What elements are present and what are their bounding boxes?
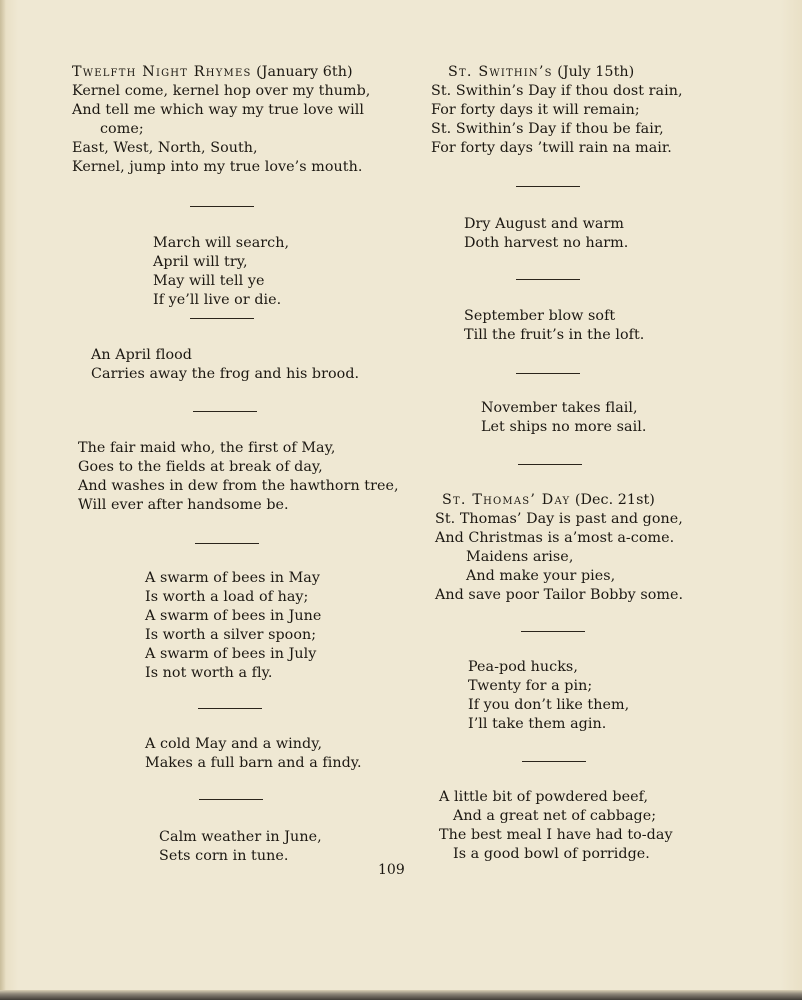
verse-line: St. Thomas’ Day is past and gone, bbox=[435, 511, 683, 527]
verse-line: May will tell ye bbox=[153, 273, 265, 289]
verse-line: March will search, bbox=[153, 235, 290, 251]
verse-line: Pea-pod hucks, bbox=[468, 659, 578, 675]
verse-line: And tell me which way my true love will bbox=[72, 102, 364, 118]
verse-line: For forty days ’twill rain na mair. bbox=[431, 140, 672, 156]
verse-line: Makes a full barn and a findy. bbox=[145, 755, 362, 771]
verse-line: Is a good bowl of porridge. bbox=[453, 846, 650, 862]
verse-line: Goes to the fields at break of day, bbox=[78, 459, 323, 475]
section-divider bbox=[518, 464, 582, 465]
verse-line: And a great net of cabbage; bbox=[453, 808, 657, 824]
verse-line: East, West, North, South, bbox=[72, 140, 258, 156]
verse-line: April will try, bbox=[153, 254, 248, 270]
verse-line: Kernel, jump into my true love’s mouth. bbox=[72, 159, 363, 175]
verse-line: Is worth a silver spoon; bbox=[145, 627, 317, 643]
verse-line: Calm weather in June, bbox=[159, 829, 322, 845]
verse-line: A little bit of powdered beef, bbox=[439, 789, 649, 805]
section-divider bbox=[199, 799, 263, 800]
verse-line: If you don’t like them, bbox=[468, 697, 630, 713]
verse-line: And make your pies, bbox=[466, 568, 616, 584]
page-number: 109 bbox=[378, 862, 405, 878]
page-bottom-edge bbox=[0, 990, 802, 1000]
verse-line: Is worth a load of hay; bbox=[145, 589, 309, 605]
section-divider bbox=[516, 186, 580, 187]
section-divider bbox=[190, 206, 254, 207]
verse-line: If ye’ll live or die. bbox=[153, 292, 282, 308]
verse-line: Let ships no more sail. bbox=[481, 419, 647, 435]
verse-line: And save poor Tailor Bobby some. bbox=[435, 587, 684, 603]
verse-line: The best meal I have had to-day bbox=[439, 827, 673, 843]
verse-line: come; bbox=[100, 121, 144, 137]
st-thomas-title-date: (Dec. 21st) bbox=[570, 492, 655, 508]
st-thomas-title bbox=[442, 491, 655, 510]
st-swithin-title bbox=[448, 63, 634, 82]
verse-line: I’ll take them agin. bbox=[468, 716, 607, 732]
section-divider bbox=[193, 411, 257, 412]
section-divider bbox=[198, 708, 262, 709]
verse-line: The fair maid who, the first of May, bbox=[78, 440, 336, 456]
verse-line: Sets corn in tune. bbox=[159, 848, 289, 864]
verse-line: Maidens arise, bbox=[466, 549, 574, 565]
section-divider bbox=[516, 373, 580, 374]
section-divider bbox=[521, 631, 585, 632]
section-divider bbox=[195, 543, 259, 544]
st-swithin-title-date: (July 15th) bbox=[552, 64, 635, 80]
verse-line: And Christmas is a’most a-come. bbox=[435, 530, 675, 546]
verse-line: And washes in dew from the hawthorn tree, bbox=[78, 478, 399, 494]
verse-line: Doth harvest no harm. bbox=[464, 235, 629, 251]
twelfth-night-title bbox=[72, 63, 353, 82]
verse-line: September blow soft bbox=[464, 308, 616, 324]
verse-line: St. Swithin’s Day if thou be fair, bbox=[431, 121, 664, 137]
verse-line: An April flood bbox=[91, 347, 193, 363]
verse-line: For forty days it will remain; bbox=[431, 102, 640, 118]
verse-line: A swarm of bees in July bbox=[145, 646, 317, 662]
page-edge-shadow bbox=[0, 0, 6, 1000]
st-thomas-title-sc: St. Thomas’ Day bbox=[442, 492, 571, 508]
verse-line: A cold May and a windy, bbox=[145, 736, 323, 752]
twelfth-night-title-date: (January 6th) bbox=[251, 64, 353, 80]
verse-line: A swarm of bees in May bbox=[145, 570, 320, 586]
verse-line: A swarm of bees in June bbox=[145, 608, 322, 624]
verse-line: Carries away the frog and his brood. bbox=[91, 366, 360, 382]
verse-line: Dry August and warm bbox=[464, 216, 624, 232]
section-divider bbox=[190, 318, 254, 319]
verse-line: Twenty for a pin; bbox=[468, 678, 593, 694]
section-divider bbox=[522, 761, 586, 762]
verse-line: Kernel come, kernel hop over my thumb, bbox=[72, 83, 371, 99]
verse-line: Till the fruit’s in the loft. bbox=[464, 327, 645, 343]
verse-line: St. Swithin’s Day if thou dost rain, bbox=[431, 83, 683, 99]
verse-line: Is not worth a fly. bbox=[145, 665, 273, 681]
verse-line: Will ever after handsome be. bbox=[78, 497, 289, 513]
verse-line: November takes flail, bbox=[481, 400, 638, 416]
section-divider bbox=[516, 279, 580, 280]
twelfth-night-title-sc: Twelfth Night Rhymes bbox=[72, 64, 252, 80]
st-swithin-title-sc: St. Swithin’s bbox=[448, 64, 553, 80]
